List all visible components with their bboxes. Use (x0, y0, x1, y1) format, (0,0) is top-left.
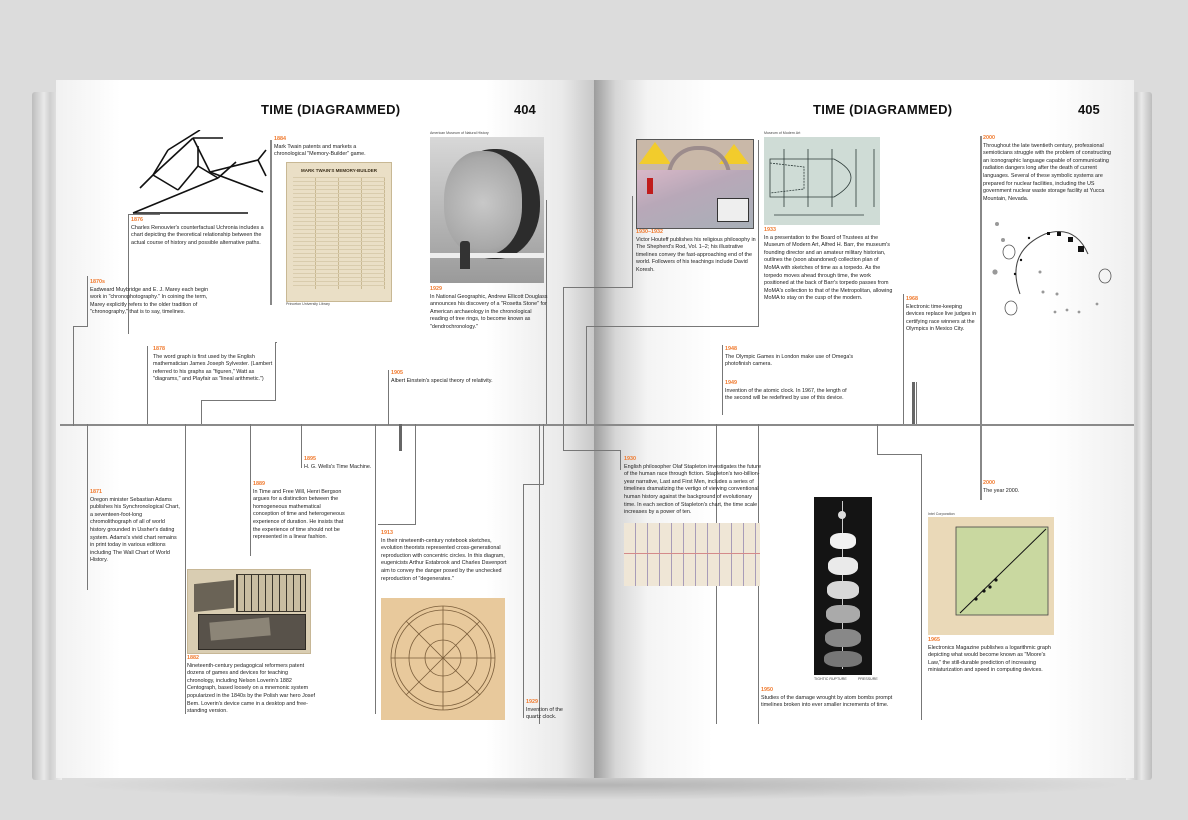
entry-text: In their nineteenth-century notebook sketches, evolution theorists represented cross-generational reproduction with concentric circles. In this diagram, eugenicists Arthur Estabrook and Charles Davenport aim to convey the danger posed by the unchecked reproduction of "degenerates." (381, 537, 507, 582)
credit-intel: Intel Corporation (928, 512, 955, 516)
entry-text: Albert Einstein's special theory of relativity. (391, 377, 493, 384)
entry-1905 (391, 370, 531, 385)
right-running-head: TIME (DIAGRAMMED) (813, 102, 953, 117)
moores-law-graph (928, 517, 1054, 635)
atom-bomb-sequence-image (814, 497, 872, 675)
entry-2000-semiotics (983, 135, 1115, 203)
entry-year: 2000 (983, 135, 995, 141)
entry-text: Eadweard Muybridge and E. J. Marey each begin work in "chronophotography." In coining the term, Marey explicitly refers to the older tradition of "chronography," that is to say, timelines. (90, 286, 209, 316)
entry-year: 1870s (90, 279, 105, 285)
entry-year: 1913 (381, 530, 393, 536)
tree-ring-photo (430, 137, 544, 283)
entry-text: Charles Renouvier's counterfactual Uchronia includes a chart depicting the theoretical relationship between the actual course of history and possible alternative paths. (131, 224, 264, 246)
uchronia-diagram (128, 130, 268, 216)
entry-1870s (90, 279, 210, 317)
entry-year: 1948 (725, 346, 737, 352)
entry-1949 (725, 380, 855, 403)
entry-year: 1882 (187, 655, 199, 661)
shepherds-rod-image (636, 139, 754, 229)
entry-text: The year 2000. (983, 487, 1020, 494)
entry-1882 (187, 655, 315, 716)
entry-year: 1878 (153, 346, 165, 352)
entry-text: Invention of the atomic clock. In 1967, the length of the second will be redefined by use of this device. (725, 387, 847, 402)
entry-1933 (764, 227, 894, 303)
entry-1889 (253, 481, 348, 542)
entry-text: Throughout the late twentieth century, professional semioticians struggle with the problem of constructing an iconographic language capable of communicating radiation dangers long after the death of current languages. Several of these symbolic systems are prepared for nuclear facilities, including the US government nuclear waste storage facility at Yucca Mountain, Nevada. (983, 142, 1111, 202)
entry-text: The Olympic Games in London make use of Omega's photofinish camera. (725, 353, 854, 368)
timeline-axis (60, 424, 1134, 426)
stapleton-chart-image (624, 523, 760, 586)
nuclear-warning-symbols (985, 212, 1120, 322)
entry-1876 (131, 217, 276, 247)
entry-text: H. G. Wells's Time Machine. (304, 463, 372, 470)
entry-text: Oregon minister Sebastian Adams publishes his Synchronological Chart, a seventeen-foot-long chromolithograph of all of world history grounded in Ussher's dating system. Adams's vivid chart remains in print today in various editions including The Wall Chart of World History. (90, 496, 180, 564)
entry-text: English philosopher Olaf Stapleton investigates the future of the human race through fiction. Stapleton's two-billion-year narrative, Last and First Men, includes a series of timelines dramatizing the vertigo of viewing conventional human history against the background of evolutionary time. In each section of Stapleton's chart, the time scale increases by a power of ten. (624, 463, 761, 516)
entry-text: Electronic time-keeping devices replace live judges in certifying race winners at the Olympics in Mexico City. (906, 303, 977, 333)
left-running-head: TIME (DIAGRAMMED) (261, 102, 401, 117)
entry-year: 1965 (928, 637, 940, 643)
entry-year: 1968 (906, 296, 918, 302)
entry-1929-quartz (526, 699, 576, 722)
entry-1878 (153, 346, 281, 384)
entry-year: 1933 (764, 227, 776, 233)
entry-year: 2000 (983, 480, 995, 486)
entry-year: 1876 (131, 217, 143, 223)
entry-1930 (624, 456, 762, 517)
entry-year: 1929 (430, 286, 442, 292)
entry-year: 1949 (725, 380, 737, 386)
twain-image-title: MARK TWAIN'S MEMORY-BUILDER (301, 168, 377, 173)
right-folio: 405 (1078, 102, 1100, 117)
eugenics-circle-diagram (381, 598, 505, 720)
entry-1929-dendro (430, 286, 550, 332)
entry-text: Invention of the quartz clock. (526, 706, 563, 721)
entry-1965 (928, 637, 1058, 675)
credit-princeton: Princeton University Library (286, 302, 330, 306)
entry-year: 1889 (253, 481, 265, 487)
left-folio: 404 (514, 102, 536, 117)
bomb-axis-right-label: PRESSURE (858, 677, 878, 681)
entry-2000-year (983, 480, 1043, 495)
entry-year: 1895 (304, 456, 316, 462)
entry-year: 1871 (90, 489, 102, 495)
entry-text: Studies of the damage wrought by atom bombs prompt timelines broken into ever smaller increments of time. (761, 694, 893, 709)
entry-year: 1905 (391, 370, 403, 376)
entry-text: Nineteenth-century pedagogical reformers patent dozens of games and devices for teaching chronology, including Nelson Loverin's 1882 Centograph, based loosely on a mnemonic system popularized in the 1840s by the Polish war hero Josef Bem. Loverin's device came in a desktop and free-standing version. (187, 662, 315, 715)
entry-text: In National Geographic, Andrew Ellicott Douglass announces his discovery of a "Rosetta Stone" for American archaeology in the chronological reading of tree rings, to become known as "dendrochronology." (430, 293, 548, 330)
entry-year: 1930–1932 (636, 229, 663, 235)
entry-1930-1932 (636, 229, 760, 275)
entry-1895 (304, 456, 384, 471)
twain-memory-builder-image (286, 162, 392, 302)
entry-1913 (381, 530, 509, 583)
entry-year: 1930 (624, 456, 636, 462)
entry-1968 (906, 296, 978, 334)
entry-text: In a presentation to the Board of Trustees at the Museum of Modern Art, Alfred H. Barr, the museum's founding director and an amateur military historian, outlines the (soon abandoned) collection plan of MoMA with sketches of time as a torpedo. As the torpedo moves ahead through time, the work positioned at the back of Barr's torpedo passes from MoMA's collection to that of the Metropolitan, allowing MoMA to stay on the cusp of the modern. (764, 234, 893, 302)
entry-year: 1929 (526, 699, 538, 705)
entry-1948 (725, 346, 855, 369)
entry-text: In Time and Free Will, Henri Bergson argues for a distinction between the homogeneous mathematical conception of time and heterogeneous experience of duration. He insists that the experience of time should not be represented in a linear fashion. (253, 488, 345, 541)
moma-torpedo-diagram (764, 137, 880, 225)
entry-year: 1884 (274, 136, 286, 142)
entry-text: Electronics Magazine publishes a logarithmic graph depicting what would become known as "Moore's Law," the still-durable prediction of increasing miniaturization and speed in computing devices. (928, 644, 1051, 674)
entry-1950 (761, 687, 901, 710)
entry-text: Victor Houteff publishes his religious philosophy in The Shepherd's Rod, Vol. 1–2; his illustrative timelines convey the fast-approaching end of the world. Followers of his teachings include David Koresh. (636, 236, 756, 273)
entry-text: Mark Twain patents and markets a chronological "Memory-Builder" game. (274, 143, 366, 158)
entry-1884 (274, 136, 389, 159)
entry-year: 1950 (761, 687, 773, 693)
credit-amnh: American Museum of Natural History (430, 131, 489, 135)
entry-1871 (90, 489, 180, 565)
credit-moma: Museum of Modern Art (764, 131, 801, 135)
bomb-axis-left-label: TIGHTIC RUPTURE (814, 677, 847, 681)
centograph-image (187, 569, 311, 654)
entry-text: The word graph is first used by the English mathematician James Joseph Sylvester. (Lambert referred to his graphs as "figuren," Watt as "diagrams," and Playfair as "lineal arithmetic.") (153, 353, 273, 383)
